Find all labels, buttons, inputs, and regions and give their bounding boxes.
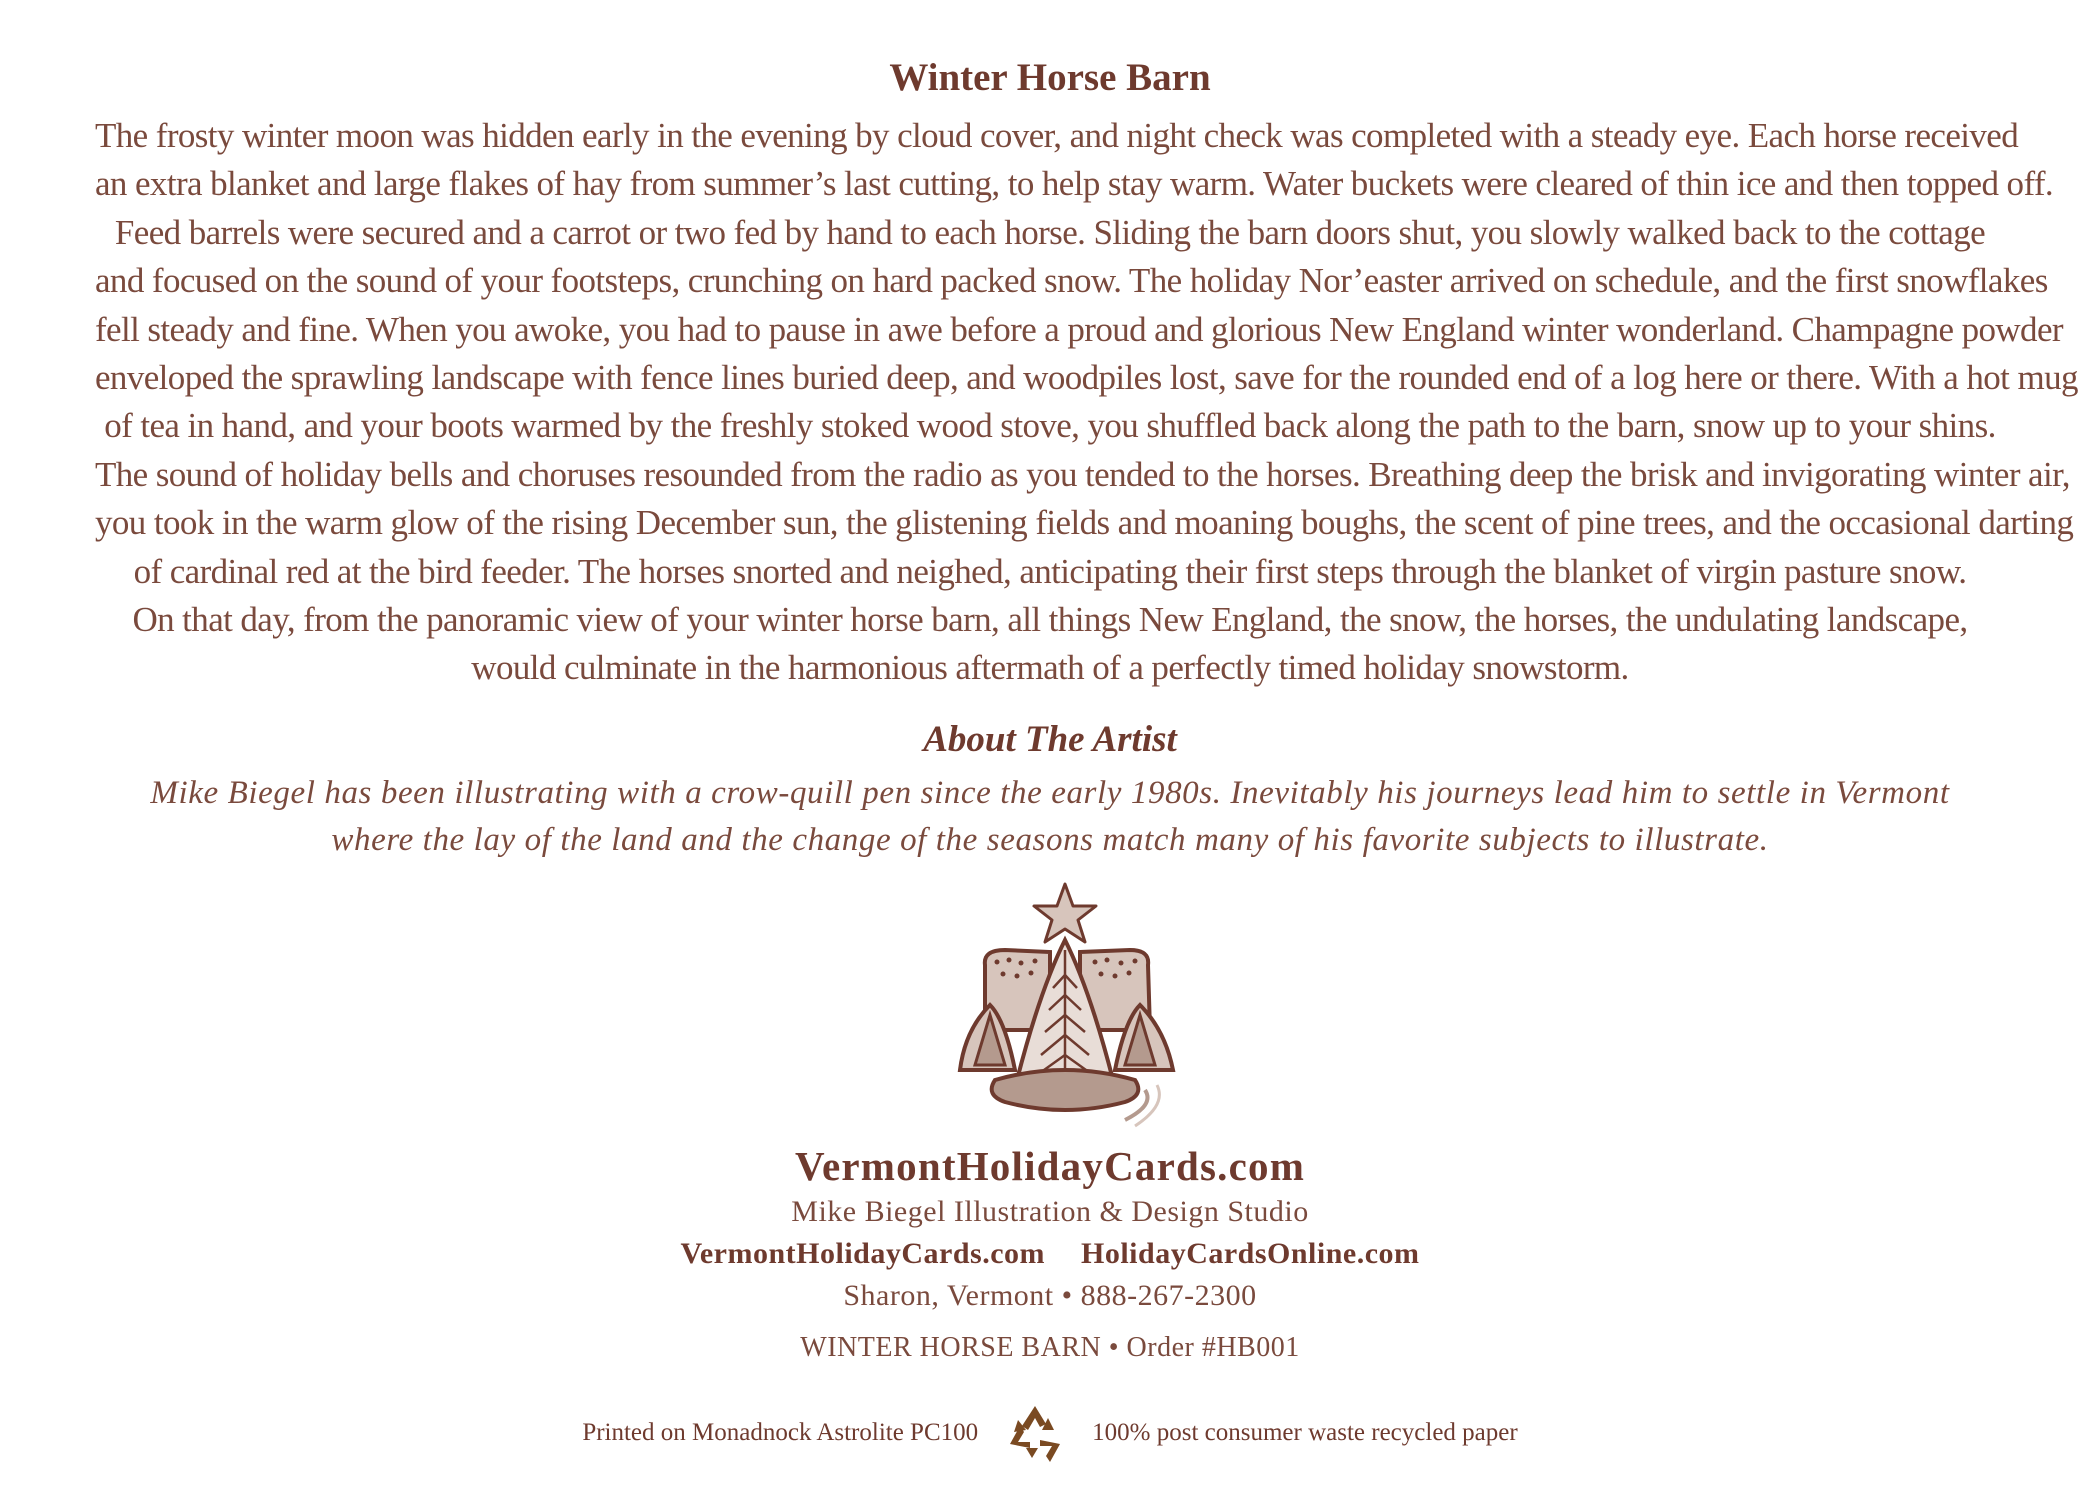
story-line: of tea in hand, and your boots warmed by the freshly stoked wood stove, you shuffled back along the path to the barn, snow up to your shins. <box>104 406 1996 446</box>
story-line: of cardinal red at the bird feeder. The horses snorted and neighed, anticipating their first steps through the blanket of virgin pasture snow. <box>133 551 1967 591</box>
website-links <box>0 1237 2100 1271</box>
story-line: The frosty winter moon was hidden early in the evening by cloud cover, and night check was completed with a steady eye. Each horse received <box>95 116 2019 155</box>
about-line: Mike Biegel has been illustrating with a crow-quill pen since the early 1980s. Inevitably his journeys lead him to settle in Vermont <box>150 775 1950 811</box>
story-line: enveloped the sprawling landscape with fence lines buried deep, and woodpiles lost, save for the rounded end of a log here or there. With a hot mug <box>95 358 2078 398</box>
story-body <box>95 112 2078 693</box>
order-number: WINTER HORSE BARN • Order #HB001 <box>800 1332 1300 1363</box>
story-line: fell steady and fine. When you awoke, you had to pause in awe before a proud and glorious New England winter wonderland. Champagne powder <box>95 309 2063 349</box>
story-line: you took in the warm glow of the rising December sun, the glistening fields and moaning boughs, the scent of pine trees, and the occasional darting <box>95 503 2074 543</box>
website-link-holiday[interactable]: HolidayCardsOnline.com <box>1081 1237 1420 1270</box>
recycled-paper-text: 100% post consumer waste recycled paper <box>1092 1419 1518 1446</box>
website-link-vermont[interactable]: VermontHolidayCards.com <box>680 1237 1045 1270</box>
story-title: Winter Horse Barn <box>889 56 1211 99</box>
story-line: The sound of holiday bells and choruses resounded from the radio as you tended to the horses. Breathing deep the brisk and invigorating winter air, <box>95 454 2070 494</box>
story-line: On that day, from the panoramic view of your winter horse barn, all things New England, the snow, the horses, the undulating landscape, <box>132 600 1968 640</box>
about-artist-heading: About The Artist <box>923 719 1177 760</box>
printed-on-text: Printed on Monadnock Astrolite PC100 <box>582 1419 979 1446</box>
recycle-icon <box>1002 1400 1068 1466</box>
about-artist-text <box>0 770 2100 864</box>
about-line: where the lay of the land and the change of the seasons match many of his favorite subjects to illustrate. <box>331 822 1769 858</box>
tree-star-logo-icon <box>945 880 1185 1130</box>
address-phone: Sharon, Vermont • 888-267-2300 <box>843 1279 1257 1312</box>
story-line: an extra blanket and large flakes of hay from summer’s last cutting, to help stay warm. Water buckets were cleared of thin ice and then topped off. <box>95 164 2054 204</box>
story-line: Feed barrels were secured and a carrot or two fed by hand to each horse. Sliding the barn doors shut, you slowly walked back to the cottage <box>114 212 1986 252</box>
story-line: would culminate in the harmonious aftermath of a perfectly timed holiday snowstorm. <box>471 648 1629 688</box>
studio-name: Mike Biegel Illustration & Design Studio <box>791 1195 1309 1228</box>
brand-name: VermontHolidayCards.com <box>794 1143 1306 1189</box>
paper-info <box>0 1400 2100 1466</box>
story-line: and focused on the sound of your footsteps, crunching on hard packed snow. The holiday Nor’easter arrived on schedule, and the first snowflakes <box>95 261 2048 301</box>
